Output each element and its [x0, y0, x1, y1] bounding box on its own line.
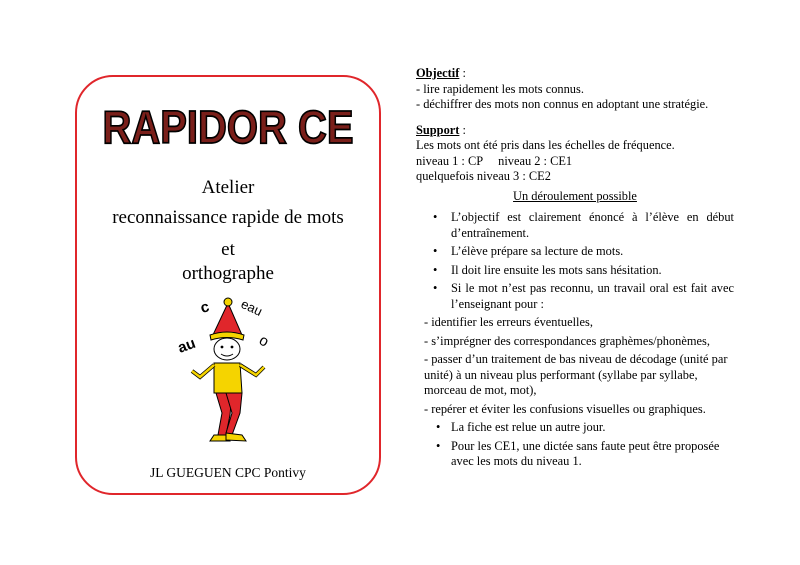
- subtitle-line-2: reconnaissance rapide de mots: [112, 207, 344, 228]
- elf-illustration: [170, 285, 290, 455]
- subtitle-line-4: orthographe: [182, 263, 274, 284]
- subtitle-line-3: et: [221, 239, 235, 260]
- dash-item: - passer d’un traitement de bas niveau de décodage (unité par unité) à un niveau plus performant (syllabe par syllabe, morceau de mot, mot),: [424, 352, 728, 397]
- list-item: • L’objectif est clairement énoncé à l’élève en début d’entraînement.: [416, 210, 734, 241]
- letter-eau: eau: [238, 296, 265, 319]
- letter-c: c: [198, 298, 212, 317]
- objectif-line-1: - lire rapidement les mots connus.: [416, 81, 584, 96]
- subtitle-line-1: Atelier: [201, 177, 255, 198]
- support-suffix: :: [459, 122, 466, 137]
- objectif-suffix: :: [459, 66, 466, 80]
- dash-item: - repérer et éviter les confusions visuelles ou graphiques.: [424, 401, 706, 416]
- list-item: • Si le mot n’est pas reconnu, un travail oral est fait avec l’enseignant pour :: [416, 281, 734, 312]
- deroulement-list: [416, 210, 734, 312]
- final-list: [416, 420, 734, 470]
- objectif-heading-line: [416, 66, 734, 82]
- dash-item: - s’imprégner des correspondances graphèmes/phonèmes,: [424, 333, 710, 348]
- letter-o: o: [256, 331, 272, 351]
- objectif-line-2: - déchiffrer des mots non connus en adoptant une stratégie.: [416, 97, 709, 111]
- dash-list: [416, 315, 734, 417]
- deroulement-heading: Un déroulement possible: [513, 188, 637, 203]
- support-heading-line: [416, 123, 734, 139]
- list-item: • La fiche est relue un autre jour.: [416, 420, 734, 436]
- list-item: • L’élève prépare sa lecture de mots.: [416, 244, 734, 260]
- support-line-1: Les mots ont été pris dans les échelles de fréquence.: [416, 138, 675, 152]
- list-item: • Il doit lire ensuite les mots sans hésitation.: [416, 263, 734, 279]
- letter-au: au: [175, 334, 198, 357]
- objectif-heading: Objectif: [416, 66, 460, 80]
- support-line-2: niveau 1 : CP niveau 2 : CE1: [416, 153, 573, 168]
- support-heading: Support: [416, 122, 460, 137]
- title-text: RAPIDOR CE: [102, 102, 354, 154]
- support-line-3: quelquefois niveau 3 : CE2: [416, 169, 551, 183]
- list-item: • Pour les CE1, une dictée sans faute peut être proposée avec les mots du niveau 1.: [416, 439, 734, 470]
- card-title: [75, 98, 381, 158]
- dash-item: - identifier les erreurs éventuelles,: [424, 315, 593, 329]
- author-credit: JL GUEGUEN CPC Pontivy: [150, 465, 306, 480]
- right-column: [416, 66, 734, 473]
